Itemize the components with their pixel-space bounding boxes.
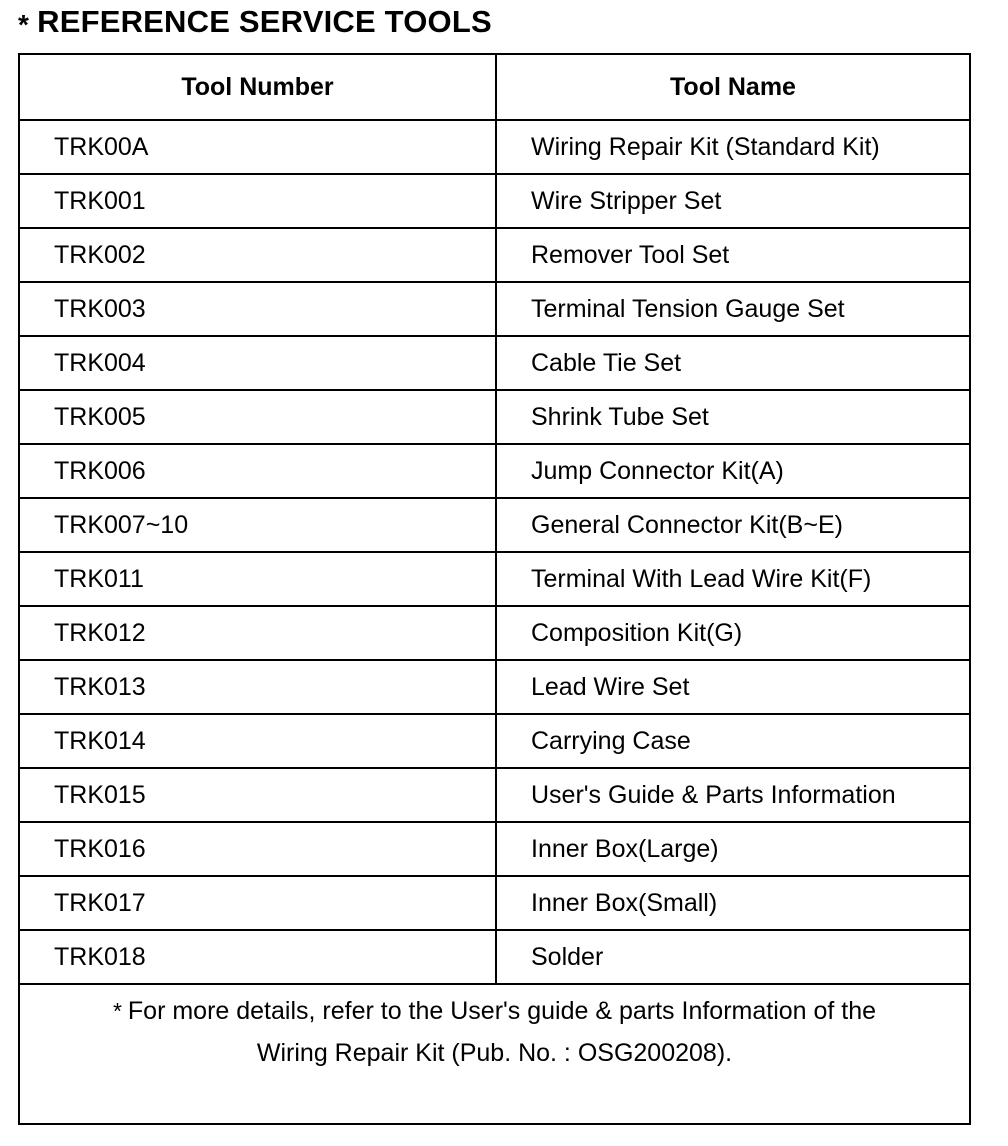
footnote-text-1: For more details, refer to the User's guide & parts Information of the xyxy=(127,997,877,1025)
table-row xyxy=(20,606,969,660)
table-body xyxy=(20,120,969,984)
tool-number-cell: TRK012 xyxy=(20,606,496,660)
tool-number-cell: TRK004 xyxy=(20,336,496,390)
table-row xyxy=(20,336,969,390)
footnote xyxy=(20,990,969,1074)
service-tools-table xyxy=(20,55,969,985)
tool-number-cell: TRK00A xyxy=(20,120,496,174)
tool-number-cell: TRK014 xyxy=(20,714,496,768)
page-title-text: REFERENCE SERVICE TOOLS xyxy=(37,4,492,39)
tool-name-cell: Terminal Tension Gauge Set xyxy=(496,282,969,336)
tool-name-cell: User's Guide & Parts Information xyxy=(496,768,969,822)
footnote-asterisk: * xyxy=(112,998,122,1024)
tool-number-cell: TRK011 xyxy=(20,552,496,606)
tool-number-cell: TRK018 xyxy=(20,930,496,984)
table-row xyxy=(20,660,969,714)
table-row xyxy=(20,876,969,930)
tool-number-cell: TRK016 xyxy=(20,822,496,876)
tool-name-cell: Inner Box(Small) xyxy=(496,876,969,930)
table-row xyxy=(20,282,969,336)
tool-number-cell: TRK003 xyxy=(20,282,496,336)
tool-number-cell: TRK015 xyxy=(20,768,496,822)
tool-number-cell: TRK005 xyxy=(20,390,496,444)
tool-name-cell: Wire Stripper Set xyxy=(496,174,969,228)
table-row xyxy=(20,822,969,876)
tool-number-cell: TRK001 xyxy=(20,174,496,228)
column-header-tool-name: Tool Name xyxy=(496,55,969,120)
table-row xyxy=(20,930,969,984)
table-row xyxy=(20,444,969,498)
tool-number-cell: TRK013 xyxy=(20,660,496,714)
tool-name-cell: Jump Connector Kit(A) xyxy=(496,444,969,498)
asterisk-marker: * xyxy=(18,9,30,40)
footnote-line-1 xyxy=(20,990,969,1032)
table-row xyxy=(20,552,969,606)
table-header-row xyxy=(20,55,969,120)
tool-name-cell: Cable Tie Set xyxy=(496,336,969,390)
column-header-tool-number: Tool Number xyxy=(20,55,496,120)
tool-number-cell: TRK002 xyxy=(20,228,496,282)
page-title xyxy=(18,2,492,42)
table-row xyxy=(20,390,969,444)
tool-name-cell: Remover Tool Set xyxy=(496,228,969,282)
tool-name-cell: Inner Box(Large) xyxy=(496,822,969,876)
table-row xyxy=(20,120,969,174)
tool-name-cell: Terminal With Lead Wire Kit(F) xyxy=(496,552,969,606)
tool-number-cell: TRK006 xyxy=(20,444,496,498)
tool-name-cell: Carrying Case xyxy=(496,714,969,768)
tool-name-cell: Lead Wire Set xyxy=(496,660,969,714)
tool-name-cell: General Connector Kit(B~E) xyxy=(496,498,969,552)
tool-number-cell: TRK007~10 xyxy=(20,498,496,552)
table-row xyxy=(20,174,969,228)
footnote-line-2: Wiring Repair Kit (Pub. No. : OSG200208). xyxy=(256,1039,733,1067)
table-row xyxy=(20,228,969,282)
table-row xyxy=(20,498,969,552)
tool-name-cell: Solder xyxy=(496,930,969,984)
service-tools-table-frame xyxy=(18,53,971,1125)
tool-number-cell: TRK017 xyxy=(20,876,496,930)
tool-name-cell: Shrink Tube Set xyxy=(496,390,969,444)
tool-name-cell: Composition Kit(G) xyxy=(496,606,969,660)
table-row xyxy=(20,768,969,822)
table-row xyxy=(20,714,969,768)
tool-name-cell: Wiring Repair Kit (Standard Kit) xyxy=(496,120,969,174)
